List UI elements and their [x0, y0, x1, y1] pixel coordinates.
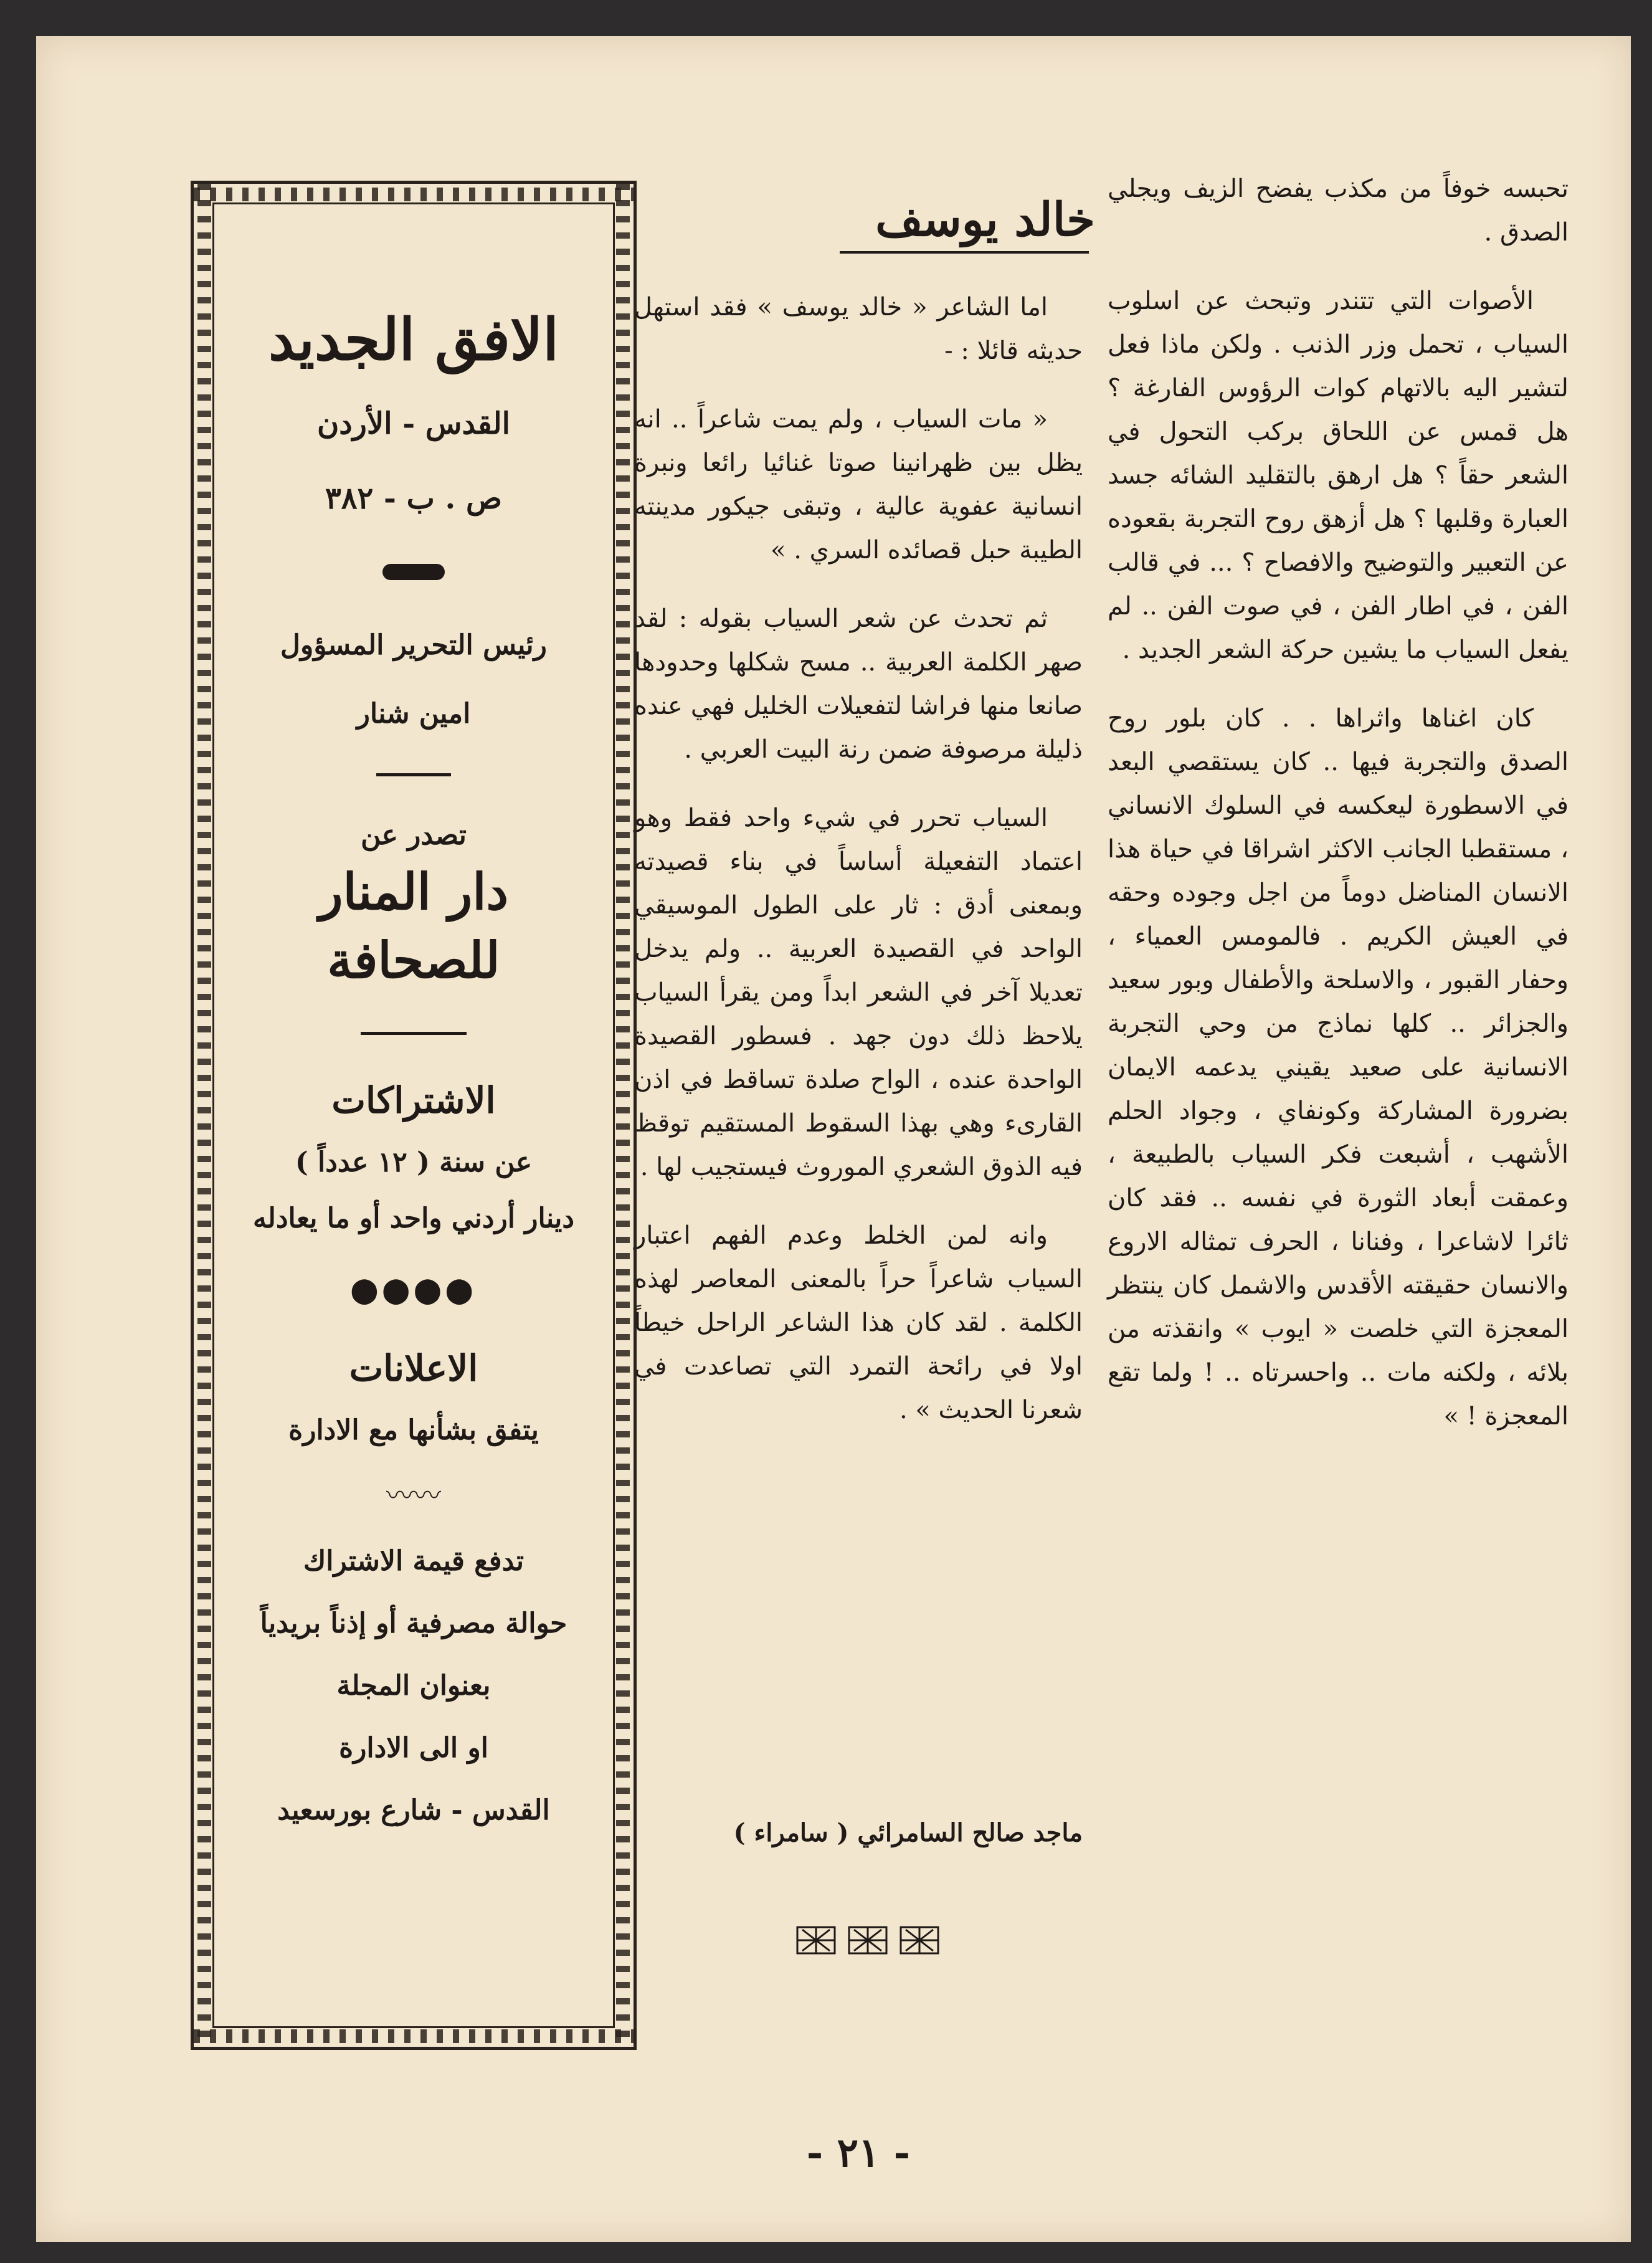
- vine-border-icon: [197, 184, 211, 2047]
- ornament-icon: [796, 1925, 836, 1956]
- paragraph: « مات السياب ، ولم يمت شاعراً .. انه يظل بين ظهرانينا صوتا غنائيا رائعا ونبرة انسانية عفوية عالية ، وتبقى جيكور مدينته الطيبة حبل قصائده السري . »: [634, 405, 1083, 565]
- location: القدس - الأردن: [317, 406, 510, 441]
- po-box: ص . ب - ٣٨٢: [325, 481, 503, 516]
- title-underline: [840, 251, 1089, 254]
- publisher-label: تصدر عن: [361, 819, 467, 851]
- subscriptions-heading: الاشتراكات: [331, 1079, 496, 1122]
- ads-terms: يتفق بشأنها مع الادارة: [288, 1414, 539, 1446]
- ornament-rule: [361, 1032, 467, 1035]
- editor-label: رئيس التحرير المسؤول: [280, 629, 547, 661]
- ornament-icon: [848, 1925, 888, 1956]
- ornament-divider: [796, 1923, 939, 1958]
- paragraph: الأصوات التي تتندر وتبحث عن اسلوب السياب ، تحمل وزر الذنب . ولكن ماذا فعل لتشير اليه بالاتهام كوات الرؤوس الفارغة ؟ هل قمس عن اللحاق بركب التحول في الشعر حقاً ؟ هل ارهق بالتقليد الشائه جسد العبارة وقلبها ؟ هل أزهق روح التجربة بقعوده عن التعبير والتوضيح والافصاح ؟ ... في قالب الفن ، في اطار الفن ، في صوت الفن .. لم يفعل السياب ما يشين حركة الشعر الجديد .: [1108, 287, 1569, 664]
- magazine-title: الافق الجديد: [268, 306, 559, 373]
- subscription-price: دينار أردني واحد أو ما يعادله: [252, 1203, 575, 1234]
- vine-border-icon: [194, 2029, 634, 2043]
- magazine-page: [36, 36, 1631, 2242]
- payment-line: حوالة مصرفية أو إذناً بريدياً: [260, 1608, 567, 1639]
- ads-heading: الاعلانات: [349, 1347, 478, 1389]
- ornament-icon: [900, 1925, 939, 1956]
- paragraph: وانه لمن الخلط وعدم الفهم اعتبار السياب شاعراً حراً بالمعنى المعاصر لهذه الكلمة . لقد كان هذا الشاعر الراحل خيطاً اولا في رائحة التمرد التي تصاعدت في شعرنا الحديث » .: [634, 1221, 1083, 1424]
- article-column-right: [1108, 167, 1569, 1463]
- ornament-rule: [376, 773, 451, 776]
- paragraph: تحبسه خوفاً من مكذب يفضح الزيف ويجلي الصدق .: [1108, 174, 1569, 247]
- article-column-middle: [634, 285, 1083, 1457]
- page-number: - ٢١ -: [806, 2130, 911, 2176]
- publisher-name: دار المنار للصحافة: [318, 862, 509, 989]
- ornament-icon: [382, 564, 445, 580]
- paragraph: السياب تحرر في شيء واحد فقط وهو اعتماد التفعيلة أساساً في بناء قصيدته وبمعنى أدق : ثار على الطول الموسيقي الواحد في القصيدة العربية .. ولم يدخل تعديلا آخر في الشعر ابداً ومن يقرأ السياب يلاحظ ذلك دون جهد . فسطور القصيدة الواحدة عنده ، الواح صلدة تساقط في اذن القارىء وهي بهذا السقوط المستقيم توقظ فيه الذوق الشعري الموروث فيستجيب لها .: [634, 804, 1083, 1181]
- payment-line: تدفع قيمة الاشتراك: [303, 1545, 524, 1577]
- paragraph: كان اغناها واثراها . . كان بلور روح الصدق والتجربة فيها .. كان يستقصي البعد في الاسطورة ليعكسه في السلوك الانساني ، مستقطبا الجانب الاكثر اشراقا في حياة هذا الانسان المناضل دوماً من اجل وجوده وحقه في العيش الكريم . فالمومس العمياء ، وحفار القبور ، والاسلحة والأطفال وبور سعيد والجزائر .. كلها نماذج من وحي التجربة الانسانية على صعيد يقيني يدعمه الايمان بضرورة المشاركة وكونفاي ، وجواد الحلم الأشهب ، أشبعت فكر السياب بالطبيعة ، وعمقت أبعاد الثورة في نفسه .. فقد كان ثائرا لاشاعرا ، وفنانا ، الحرف تمثاله الاروع والانسان حقيقته الأقدس والاشمل كان ينتظر المعجزة التي خلصت « ايوب » وانقذته من بلائه ، ولكنه مات .. واحسرتاه .. ! ولما تقع المعجزة ! »: [1108, 704, 1569, 1431]
- ornament-icon: ⬤⬤⬤⬤: [350, 1276, 477, 1305]
- address: القدس - شارع بورسعيد: [277, 1794, 550, 1826]
- masthead-box: [191, 181, 637, 2050]
- payment-line: بعنوان المجلة: [336, 1670, 491, 1702]
- vine-border-icon: [194, 188, 634, 201]
- subscription-period: عن سنة ( ١٢ عدداً ): [295, 1146, 533, 1178]
- ornament-icon: 〰〰: [386, 1480, 441, 1512]
- vine-border-icon: [616, 184, 630, 2047]
- masthead-content: [237, 209, 590, 1832]
- paragraph: اما الشاعر « خالد يوسف » فقد استهل حديثه قائلا : -: [634, 293, 1083, 365]
- section-title: خالد يوسف: [875, 193, 1095, 247]
- author-signature: ماجد صالح السامرائي ( سامراء ): [733, 1818, 1083, 1847]
- paragraph: ثم تحدث عن شعر السياب بقوله : لقد صهر الكلمة العربية .. مسح شكلها وحدودها صانعا منها فراشا لتفعيلات الخليل فهي عنده ذليلة مرصوفة ضمن رنة البيت العربي .: [634, 604, 1083, 764]
- editor-name: امين شنار: [356, 698, 471, 730]
- payment-line: او الى الادارة: [339, 1732, 488, 1764]
